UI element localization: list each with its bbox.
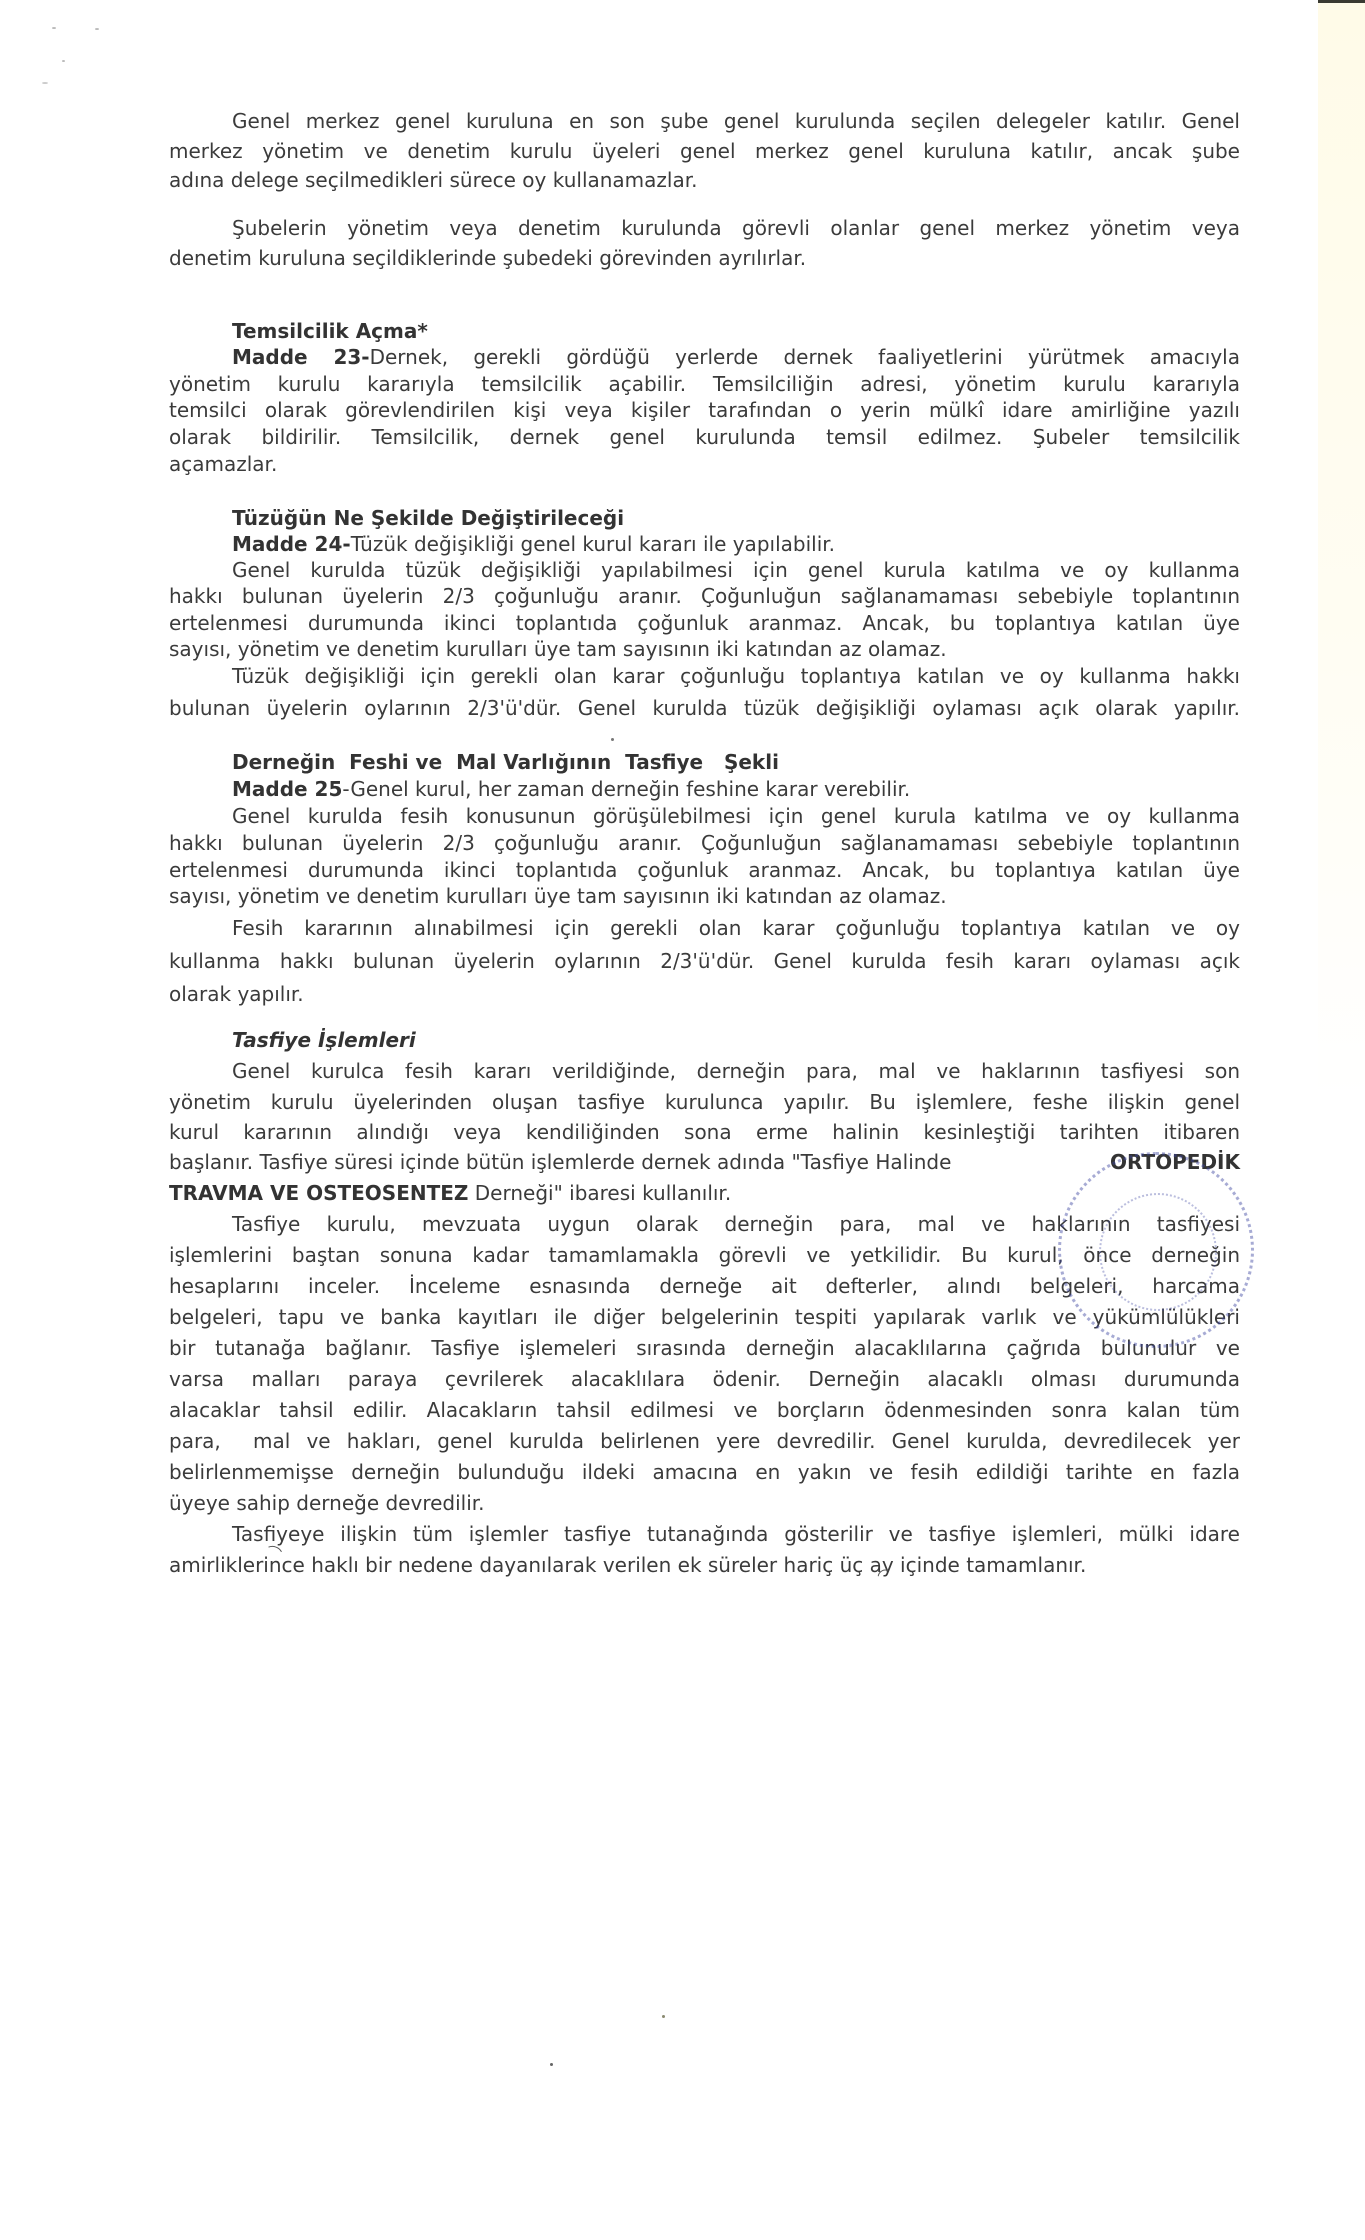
body-line: Tasfiye kurulu, mevzuata uygun olarak derneğin para, mal ve haklarının tasfiyesi bbox=[232, 1212, 1240, 1236]
article-label: Madde 24- bbox=[232, 532, 351, 556]
body-line: Şubelerin yönetim veya denetim kurulunda görevli olanlar genel merkez yönetim veya bbox=[232, 216, 1240, 240]
body-line: olarak bildirilir. Temsilcilik, dernek genel kurulunda temsil edilmez. Şubeler temsilcilik bbox=[169, 425, 1240, 449]
body-line: amirliklerince haklı bir nedene dayanılarak verilen ek süreler hariç üç ay içinde tamamlanır. bbox=[169, 1553, 1087, 1577]
body-line: kurul kararının alındığı veya kendiliğinden sona erme halinin kesinleştiği tarihten itibaren bbox=[169, 1120, 1240, 1144]
body-line: alacaklar tahsil edilir. Alacakların tahsil edilmesi ve borçların ödenmesinden sonra kalan tüm bbox=[169, 1398, 1240, 1422]
body-line: sayısı, yönetim ve denetim kurulları üye tam sayısının iki katından az olamaz. bbox=[169, 637, 947, 661]
body-line: Tasfiyeye ilişkin tüm işlemler tasfiye tutanağında gösterilir ve tasfiye işlemleri, mülki idare bbox=[232, 1522, 1240, 1546]
body-line: Fesih kararının alınabilmesi için gerekli olan karar çoğunluğu toplantıya katılan ve oy bbox=[232, 916, 1240, 940]
body-line: yönetim kurulu kararıyla temsilcilik açabilir. Temsilciliğin adresi, yönetim kurulu kararıyla bbox=[169, 372, 1240, 396]
body-line: varsa malları paraya çevrilerek alacaklılara ödenir. Derneğin alacaklı olması durumunda bbox=[169, 1367, 1240, 1391]
body-line: yönetim kurulu üyelerinden oluşan tasfiye kurulunca yapılır. Bu işlemlere, feshe ilişkin genel bbox=[169, 1090, 1240, 1114]
section-heading: Tüzüğün Ne Şekilde Değiştirileceği bbox=[232, 506, 625, 530]
article-line: Madde 24-Tüzük değişikliği genel kurul kararı ile yapılabilir. bbox=[232, 532, 835, 556]
body-line: bir tutanağa bağlanır. Tasfiye işlemeleri sırasında derneğin alacaklılarına çağrıda bulunulur ve bbox=[169, 1336, 1240, 1360]
section-heading: Tasfiye İşlemleri bbox=[232, 1028, 416, 1052]
scan-speck bbox=[42, 82, 48, 84]
article-label: Madde 23- bbox=[232, 345, 370, 369]
body-line: bulunan üyelerin oylarının 2/3'ü'dür. Genel kurulda tüzük değişikliği oylaması açık olarak yapılır. bbox=[169, 696, 1240, 720]
body-line: belirlenmemişse derneğin bulunduğu ildeki amacına en yakın ve fesih edildiği tarihte en fazla bbox=[169, 1460, 1240, 1484]
scan-speck bbox=[62, 60, 65, 62]
body-line: ertelenmesi durumunda ikinci toplantıda çoğunluk aranmaz. Ancak, bu toplantıya katılan üye bbox=[169, 858, 1240, 882]
scan-speck bbox=[611, 738, 614, 741]
body-line: hesaplarını inceler. İnceleme esnasında derneğe ait defterler, alındı belgeleri, harcama bbox=[169, 1274, 1240, 1298]
body-line: denetim kuruluna seçildiklerinde şubedeki görevinden ayrılırlar. bbox=[169, 246, 807, 270]
article-line: Madde 25-Genel kurul, her zaman derneğin feshine karar verebilir. bbox=[232, 777, 911, 801]
association-name: TRAVMA VE OSTEOSENTEZ bbox=[169, 1181, 469, 1205]
body-line: para, mal ve hakları, genel kurulda belirlenen yere devredilir. Genel kurulda, devredilecek yer bbox=[169, 1429, 1240, 1453]
section-heading: Temsilcilik Açma* bbox=[232, 319, 428, 343]
body-line: Genel kurulda tüzük değişikliği yapılabilmesi için genel kurula katılma ve oy kullanma bbox=[232, 558, 1240, 582]
article-line: Madde 23-Dernek, gerekli gördüğü yerlerde dernek faaliyetlerini yürütmek amacıyla bbox=[232, 345, 1240, 369]
body-line: TRAVMA VE OSTEOSENTEZ Derneği" ibaresi kullanılır. bbox=[169, 1181, 732, 1205]
association-seal-stamp bbox=[1058, 1152, 1254, 1348]
body-line: Genel merkez genel kuruluna en son şube genel kurulunda seçilen delegeler katılır. Genel bbox=[232, 109, 1240, 133]
section-heading: Derneğin Feshi ve Mal Varlığının Tasfiye Şekli bbox=[232, 750, 779, 774]
body-line: olarak yapılır. bbox=[169, 982, 304, 1006]
body-line: kullanma hakkı bulunan üyelerin oylarının 2/3'ü'dür. Genel kurulda fesih kararı oylaması açık bbox=[169, 949, 1240, 973]
scan-speck bbox=[550, 2063, 553, 2066]
association-name: ORTOPEDİK bbox=[1109, 1150, 1240, 1174]
body-line: işlemlerini baştan sonuna kadar tamamlamakla görevli ve yetkilidir. Bu kurul, önce derneğin bbox=[169, 1243, 1240, 1267]
body-line: hakkı bulunan üyelerin 2/3 çoğunluğu aranır. Çoğunluğun sağlanamaması sebebiyle toplantının bbox=[169, 584, 1240, 608]
article-label: Madde 25 bbox=[232, 777, 343, 801]
body-line: Genel kurulda fesih konusunun görüşülebilmesi için genel kurula katılma ve oy kullanma bbox=[232, 804, 1240, 828]
body-line: başlanır. Tasfiye süresi içinde bütün işlemlerde dernek adında "Tasfiye Halinde ORTOPEDİK bbox=[169, 1150, 1240, 1174]
body-line: Genel kurulca fesih kararı verildiğinde, derneğin para, mal ve haklarının tasfiyesi son bbox=[232, 1059, 1240, 1083]
scan-speck bbox=[662, 2015, 665, 2018]
body-line: adına delege seçilmedikleri sürece oy kullanamazlar. bbox=[169, 168, 698, 192]
scan-speck bbox=[52, 27, 56, 29]
body-line: hakkı bulunan üyelerin 2/3 çoğunluğu aranır. Çoğunluğun sağlanamaması sebebiyle toplantının bbox=[169, 831, 1240, 855]
body-line: üyeye sahip derneğe devredilir. bbox=[169, 1491, 485, 1515]
scan-speck bbox=[95, 28, 99, 30]
body-line: açamazlar. bbox=[169, 452, 278, 476]
body-line: temsilci olarak görevlendirilen kişi veya kişiler tarafından o yerin mülkî idare amirliğine yazılı bbox=[169, 398, 1240, 422]
body-line: sayısı, yönetim ve denetim kurulları üye tam sayısının iki katından az olamaz. bbox=[169, 884, 947, 908]
body-line: merkez yönetim ve denetim kurulu üyeleri genel merkez genel kuruluna katılır, ancak şube bbox=[169, 139, 1240, 163]
body-line: ertelenmesi durumunda ikinci toplantıda çoğunluk aranmaz. Ancak, bu toplantıya katılan üye bbox=[169, 611, 1240, 635]
body-line: belgeleri, tapu ve banka kayıtları ile diğer belgelerinin tespiti yapılarak varlık ve yükümlülükleri bbox=[169, 1305, 1240, 1329]
body-line: Tüzük değişikliği için gerekli olan karar çoğunluğu toplantıya katılan ve oy kullanma hakkı bbox=[232, 664, 1240, 688]
